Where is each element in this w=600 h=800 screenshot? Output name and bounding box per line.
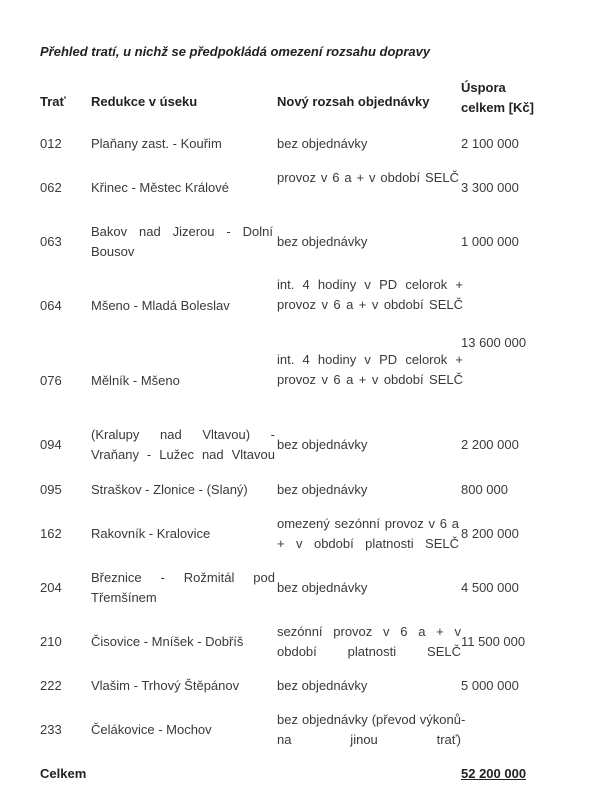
row-204-uspora: 4 500 000 bbox=[461, 580, 519, 595]
row-064-076-uspora: 13 600 000 bbox=[461, 335, 527, 350]
header-redukce: Redukce v úseku bbox=[91, 94, 198, 109]
row-204-rozsah: bez objednávky bbox=[277, 580, 368, 595]
row-062-uspora: 3 300 000 bbox=[461, 180, 519, 195]
row-204-redukce: Březnice - Rožmitál pod Třemšínem bbox=[91, 570, 275, 605]
row-062-rozsah: provoz v 6 a + v období SELČ bbox=[277, 170, 459, 185]
row-162-rozsah: omezený sezónní provoz v 6 a + v období platnosti SELČ bbox=[277, 516, 459, 551]
row-063-trat: 063 bbox=[40, 234, 62, 249]
row-162-redukce: Rakovník - Kralovice bbox=[91, 526, 211, 541]
row-222-trat: 222 bbox=[40, 678, 62, 693]
row-222-uspora: 5 000 000 bbox=[461, 678, 519, 693]
row-095-uspora: 800 000 bbox=[461, 482, 508, 497]
row-233-trat: 233 bbox=[40, 722, 62, 737]
row-063-redukce: Bakov nad Jizerou - Dolní Bousov bbox=[91, 224, 273, 259]
row-063-rozsah: bez objednávky bbox=[277, 234, 368, 249]
row-094-uspora: 2 200 000 bbox=[461, 437, 519, 452]
header-uspora-line2: celkem [Kč] bbox=[461, 100, 534, 115]
row-094-trat: 094 bbox=[40, 437, 62, 452]
row-222-redukce: Vlašim - Trhový Štěpánov bbox=[91, 678, 240, 693]
header-uspora-line1: Úspora bbox=[461, 80, 506, 95]
row-012-uspora: 2 100 000 bbox=[461, 136, 519, 151]
row-063-uspora: 1 000 000 bbox=[461, 234, 519, 249]
header-rozsah: Nový rozsah objednávky bbox=[277, 94, 430, 109]
row-062-trat: 062 bbox=[40, 180, 62, 195]
row-210-trat: 210 bbox=[40, 634, 62, 649]
header-trat: Trať bbox=[40, 94, 66, 109]
page-title: Přehled tratí, u nichž se předpokládá omezení rozsahu dopravy bbox=[40, 44, 431, 59]
row-095-trat: 095 bbox=[40, 482, 62, 497]
row-095-redukce: Straškov - Zlonice - (Slaný) bbox=[91, 482, 248, 497]
row-012-rozsah: bez objednávky bbox=[277, 136, 368, 151]
row-210-redukce: Čisovice - Mníšek - Dobříš bbox=[91, 634, 244, 649]
row-076-redukce: Mělník - Mšeno bbox=[91, 373, 180, 388]
row-094-rozsah: bez objednávky bbox=[277, 437, 368, 452]
row-233-rozsah: bez objednávky (převod výkonů na jinou trať) bbox=[277, 712, 461, 747]
row-094-redukce: (Kralupy nad Vltavou) - Vraňany - Lužec nad Vltavou bbox=[91, 427, 275, 462]
row-012-trat: 012 bbox=[40, 136, 62, 151]
row-162-trat: 162 bbox=[40, 526, 62, 541]
row-204-trat: 204 bbox=[40, 580, 62, 595]
row-064-redukce: Mšeno - Mladá Boleslav bbox=[91, 298, 230, 313]
row-222-rozsah: bez objednávky bbox=[277, 678, 368, 693]
row-012-redukce: Plaňany zast. - Kouřim bbox=[91, 136, 222, 151]
row-233-uspora: - bbox=[461, 712, 466, 727]
row-233-redukce: Čelákovice - Mochov bbox=[91, 722, 212, 737]
row-162-uspora: 8 200 000 bbox=[461, 526, 519, 541]
total-label: Celkem bbox=[40, 766, 87, 781]
row-076-trat: 076 bbox=[40, 373, 62, 388]
total-value: 52 200 000 bbox=[461, 766, 527, 781]
row-062-redukce: Křinec - Městec Králové bbox=[91, 180, 229, 195]
row-210-uspora: 11 500 000 bbox=[461, 634, 526, 649]
row-210-rozsah: sezónní provoz v 6 a + v období platnosti SELČ bbox=[277, 624, 461, 659]
row-064-rozsah: int. 4 hodiny v PD celorok + provoz v 6 a + v období SELČ bbox=[277, 277, 463, 312]
row-064-trat: 064 bbox=[40, 298, 62, 313]
row-095-rozsah: bez objednávky bbox=[277, 482, 368, 497]
row-076-rozsah: int. 4 hodiny v PD celorok + provoz v 6 a + v období SELČ bbox=[277, 352, 463, 387]
header-uspora bbox=[461, 78, 534, 118]
